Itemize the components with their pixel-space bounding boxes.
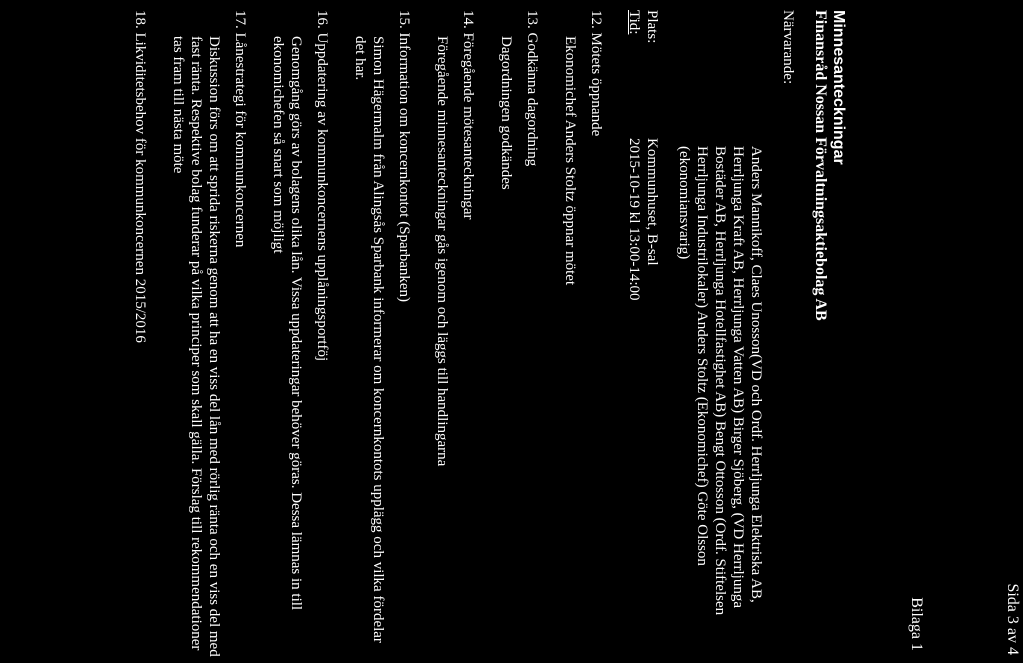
title-line-2: Finansråd Nossan Förvaltningsaktiebolag AB: [812, 10, 829, 321]
section-text-14: Föregående minnesanteckningar gås igenom och läggs till handlingarna: [434, 36, 450, 467]
section-heading-12: 12. Mötets öppnande: [588, 10, 604, 137]
title-line-1: Minnesanteckningar: [830, 10, 847, 165]
time-row: [625, 10, 643, 660]
section-heading-18: 18. Likviditetsbehov för kommunkoncernen 2015/2016: [132, 10, 148, 343]
section-text-15: Simon Hägermalm från Alingsås Sparbank informerar om koncernkontots upplägg och vilka fördelar det har.: [352, 36, 386, 643]
place-value: Kommunhuset, B-sal: [644, 138, 660, 266]
section-heading-16: 16. Uppdatering av kommunkoncernens upplåningsportföj: [314, 10, 330, 362]
section-text-13: Dagordningen godkändes: [498, 36, 514, 190]
section-heading-14: 14. Föregående mötesanteckningar: [460, 10, 476, 220]
section-heading-13: 13. Godkänna dagordning: [524, 10, 540, 167]
appendix-label: Bilaga 1: [908, 597, 925, 651]
attendance-label: Närvarande:: [780, 10, 796, 85]
place-row: [643, 10, 661, 660]
attendance-list: Anders Mannikoff, Claes Unosson(VD och Ordf. Herrljunga Elektriska AB, Herrljunga Kraft AB, Herrljunga Vatten AB) Birger Sjöberg, (VD Herrljunga Bostäder AB, Herrljunga Hotellfastighet AB) Bengt Ottosson (Ordf. Stiftelsen Herrljunga Industrilokaler) Anders Stoltz (Ekonomichef) Göte Olsson (ekonomiansvarig): [676, 146, 764, 616]
time-value: 2015-10-19 kl 13:00-14:00: [626, 138, 642, 301]
section-text-16: Genomgång görs av bolagens olika lån. Vissa uppdateringar behöver göras. Dessa lämnas in till ekonomichefen så snart som möjligt: [270, 36, 304, 611]
place-label: Plats:: [644, 10, 660, 44]
section-text-12: Ekonomichef Anders Stoltz öppnar mötet: [562, 36, 578, 286]
section-text-17: Diskussion förs om att sprida riskerna genom att ha en viss del lån med rörlig ränta och en viss del med fast ränta. Respektive bolag funderar på vilka principer som skall gälla. Förslag till rekommendationer tas fram till nästa möte: [170, 36, 222, 657]
time-label: Tid:: [626, 10, 642, 35]
document-body: [131, 10, 797, 660]
document-title: [811, 10, 847, 610]
page-number: Sida 3 av 4: [1004, 583, 1021, 655]
section-heading-15: 15. Information om koncernkontot (Sparbanken): [396, 10, 412, 303]
section-heading-17: 17. Lånestrategi för kommunkoncernen: [232, 10, 248, 248]
